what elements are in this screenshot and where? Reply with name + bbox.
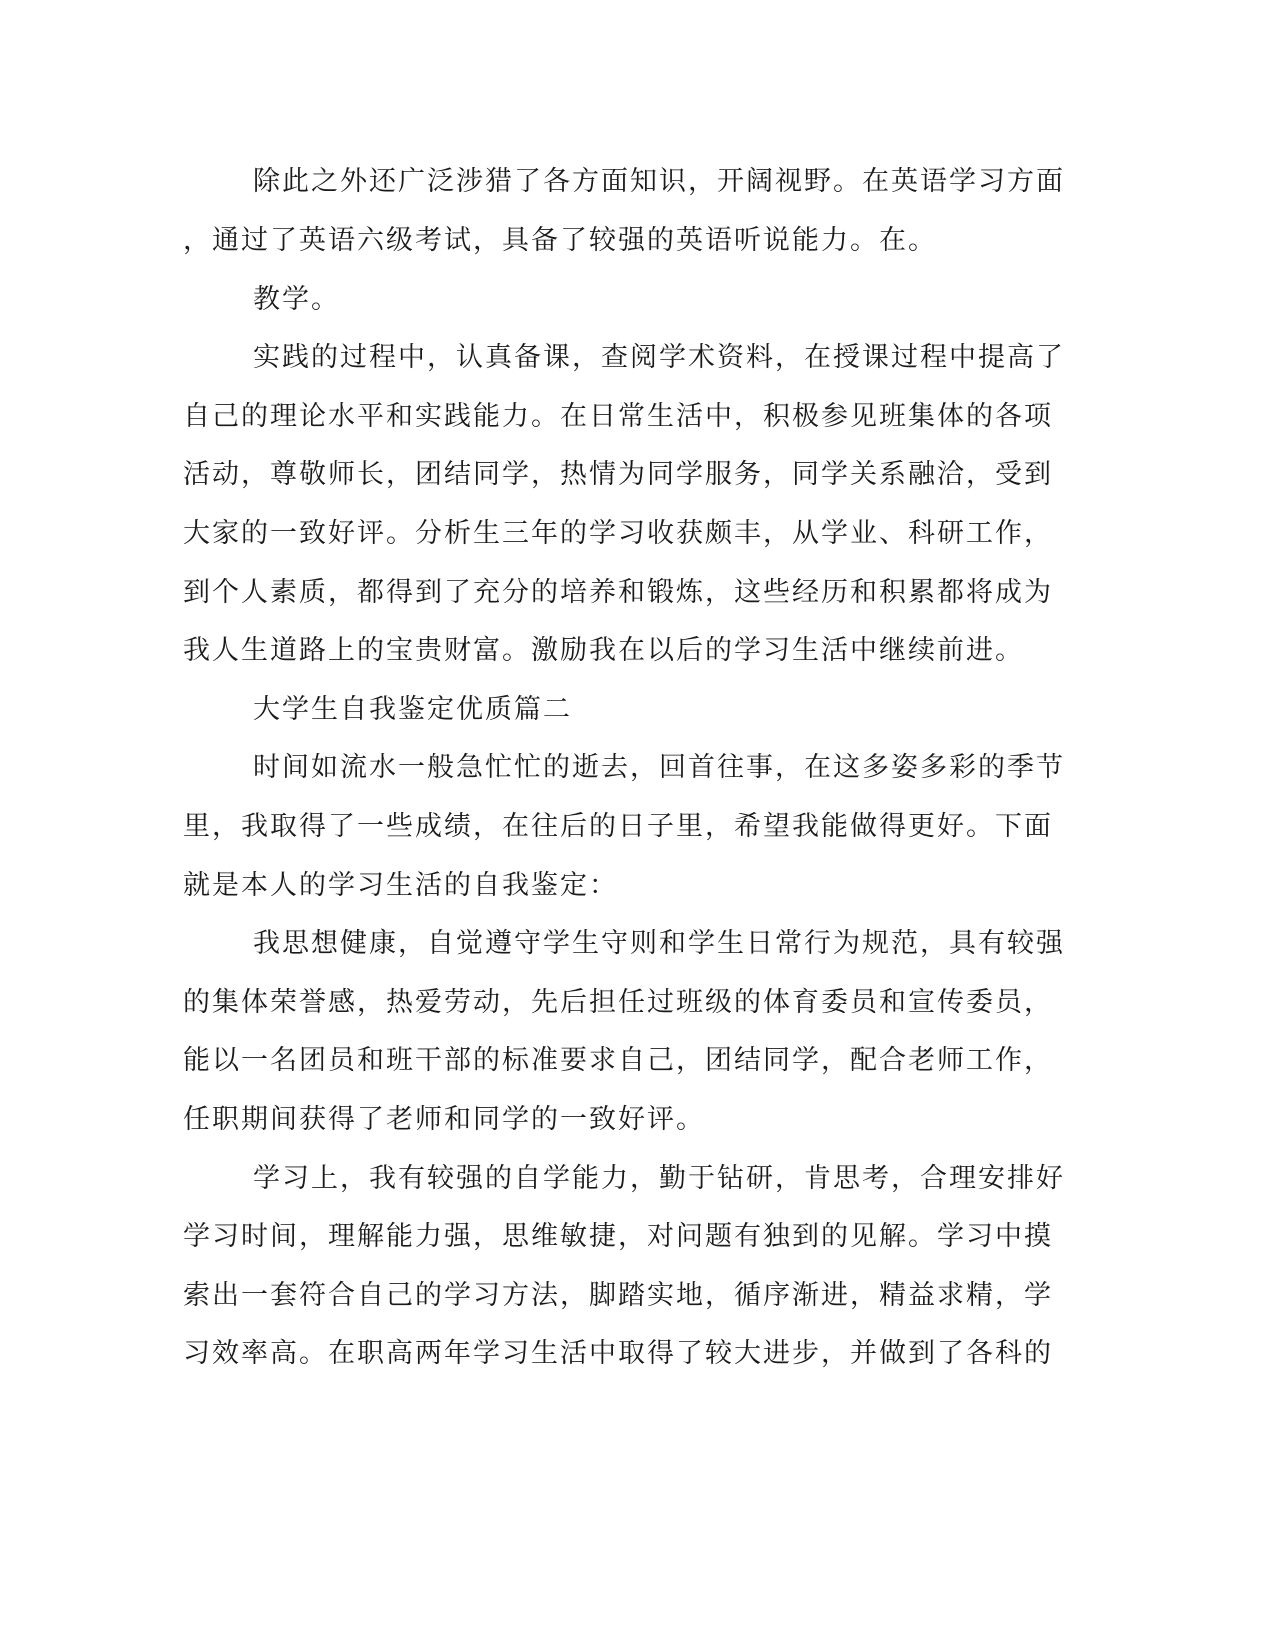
text-line: 学习时间，理解能力强，思维敏捷，对问题有独到的见解。学习中摸 <box>183 1221 1053 1252</box>
section-heading: 大学生自我鉴定优质篇二 <box>253 694 572 725</box>
text-line: 学习上，我有较强的自学能力，勤于钻研，肯思考，合理安排好 <box>253 1163 1065 1194</box>
text-line: 的集体荣誉感，热爱劳动，先后担任过班级的体育委员和宣传委员， <box>183 987 1053 1018</box>
text-line: 除此之外还广泛涉猎了各方面知识，开阔视野。在英语学习方面 <box>253 166 1065 197</box>
text-line: ，通过了英语六级考试，具备了较强的英语听说能力。在。 <box>183 225 937 256</box>
text-line: 到个人素质，都得到了充分的培养和锻炼，这些经历和积累都将成为 <box>183 577 1053 608</box>
text-line: 习效率高。在职高两年学习生活中取得了较大进步，并做到了各科的 <box>183 1338 1053 1369</box>
text-line: 任职期间获得了老师和同学的一致好评。 <box>183 1104 705 1135</box>
text-line: 我思想健康，自觉遵守学生守则和学生日常行为规范，具有较强 <box>253 928 1065 959</box>
text-line: 里，我取得了一些成绩，在往后的日子里，希望我能做得更好。下面 <box>183 811 1053 842</box>
text-line: 自己的理论水平和实践能力。在日常生活中，积极参见班集体的各项 <box>183 401 1053 432</box>
text-line: 实践的过程中，认真备课，查阅学术资料，在授课过程中提高了 <box>253 342 1065 373</box>
text-line: 大家的一致好评。分析生三年的学习收获颇丰，从学业、科研工作， <box>183 518 1053 549</box>
text-line: 我人生道路上的宝贵财富。激励我在以后的学习生活中继续前进。 <box>183 635 1024 666</box>
text-line: 活动，尊敬师长，团结同学，热情为同学服务，同学关系融洽，受到 <box>183 459 1053 490</box>
text-line: 能以一名团员和班干部的标准要求自己，团结同学，配合老师工作， <box>183 1045 1053 1076</box>
text-line: 教学。 <box>253 284 340 315</box>
text-line: 索出一套符合自己的学习方法，脚踏实地，循序渐进，精益求精，学 <box>183 1280 1053 1311</box>
text-line: 就是本人的学习生活的自我鉴定： <box>183 870 618 901</box>
text-line: 时间如流水一般急忙忙的逝去，回首往事，在这多姿多彩的季节 <box>253 752 1065 783</box>
